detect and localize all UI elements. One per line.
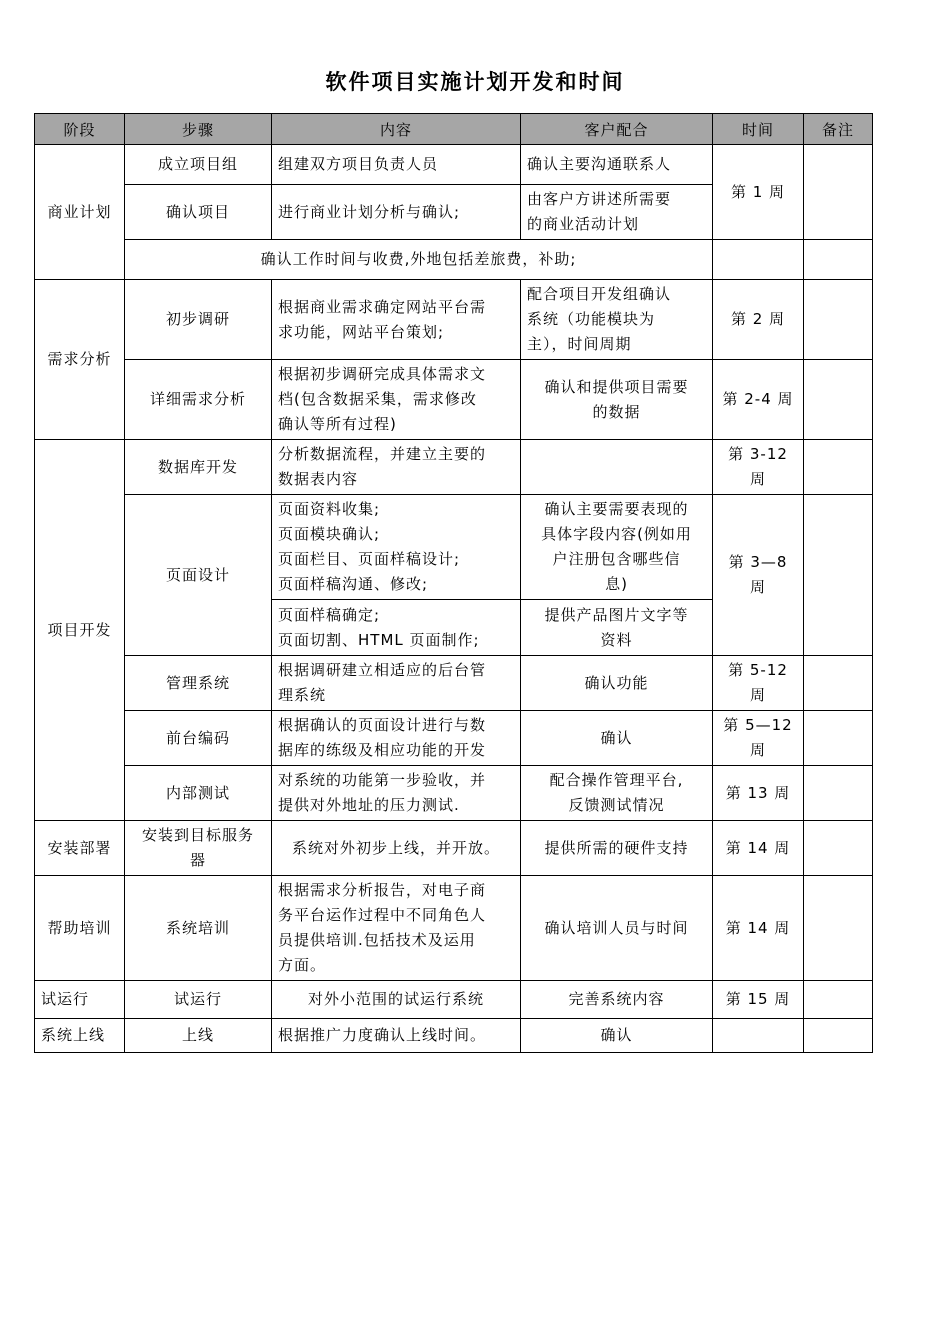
content-cell: 根据推广力度确认上线时间。: [272, 1019, 521, 1053]
table-row: [35, 495, 873, 600]
content-line: 员提供培训.包括技术及运用: [278, 931, 476, 949]
content-line: 根据需求分析报告，对电子商: [278, 881, 487, 899]
content-cell: [272, 766, 521, 821]
client-line: 确认和提供项目需要: [544, 377, 689, 396]
step-cell: 上线: [125, 1019, 272, 1053]
step-line: 安装到目标服务: [141, 826, 254, 844]
content-cell: 进行商业计划分析与确认;: [272, 185, 521, 240]
note-cell: [804, 145, 873, 240]
client-line: 户注册包含哪些信: [552, 550, 681, 568]
header-content: 内容: [272, 114, 521, 145]
content-line: 数据表内容: [278, 470, 359, 488]
stage-cell: 需求分析: [35, 280, 125, 440]
table-row: [35, 360, 873, 440]
header-stage: 阶段: [35, 114, 125, 145]
time-cell: 第 14 周: [713, 876, 804, 981]
content-line: 页面样稿确定;: [278, 605, 381, 624]
client-cell: [521, 766, 713, 821]
time-line: 第 5—12: [723, 716, 793, 734]
time-line: 周: [749, 470, 766, 488]
client-cell: 确认: [521, 1019, 713, 1053]
step-cell: 前台编码: [125, 711, 272, 766]
client-cell: 确认功能: [521, 656, 713, 711]
content-line: 页面资料收集;: [278, 500, 381, 518]
stage-cell: 试运行: [35, 981, 125, 1019]
header-time: 时间: [713, 114, 804, 145]
plan-table: [34, 113, 873, 1053]
step-cell: 数据库开发: [125, 440, 272, 495]
time-cell: 第 1 周: [713, 145, 804, 240]
time-cell: 第 13 周: [713, 766, 804, 821]
content-cell: [272, 280, 521, 360]
note-cell: [804, 981, 873, 1019]
content-line: 根据确认的页面设计进行与数: [278, 716, 487, 734]
stage-cell: 项目开发: [35, 440, 125, 821]
time-cell: [713, 495, 804, 656]
content-cell: 系统对外初步上线，并开放。: [272, 821, 521, 876]
time-line: 第 3-12: [728, 445, 788, 463]
client-cell: 确认主要沟通联系人: [521, 145, 713, 185]
note-cell: [804, 766, 873, 821]
time-cell: 第 2 周: [713, 280, 804, 360]
note-cell: [804, 240, 873, 280]
client-cell: [521, 185, 713, 240]
content-cell: 组建双方项目负责人员: [272, 145, 521, 185]
table-row: [35, 821, 873, 876]
table-row: [35, 981, 873, 1019]
step-cell: 系统培训: [125, 876, 272, 981]
table-row: [35, 656, 873, 711]
note-cell: [804, 495, 873, 656]
header-step: 步骤: [125, 114, 272, 145]
client-line: 具体字段内容(例如用: [541, 525, 692, 543]
table-row: [35, 280, 873, 360]
client-cell: 确认: [521, 711, 713, 766]
step-cell: 详细需求分析: [125, 360, 272, 440]
step-cell: 成立项目组: [125, 145, 272, 185]
time-line: 第 3—8: [728, 553, 788, 571]
content-line: 根据初步调研完成具体需求文: [278, 365, 487, 383]
note-cell: [804, 440, 873, 495]
client-cell: 确认培训人员与时间: [521, 876, 713, 981]
note-cell: [804, 360, 873, 440]
content-line: 页面切割、HTML 页面制作;: [278, 630, 480, 649]
content-line: 分析数据流程，并建立主要的: [278, 445, 487, 463]
time-cell: [713, 656, 804, 711]
step-line: 器: [189, 851, 206, 869]
content-line: 档(包含数据采集，需求修改: [278, 390, 477, 408]
content-line: 对系统的功能第一步验收，并: [278, 771, 487, 789]
note-cell: [804, 711, 873, 766]
content-cell: [272, 876, 521, 981]
time-cell: [713, 711, 804, 766]
time-line: 周: [749, 686, 766, 704]
time-cell: 第 14 周: [713, 821, 804, 876]
content-cell: [272, 360, 521, 440]
content-line: 根据商业需求确定网站平台需: [278, 297, 487, 316]
content-cell: [272, 495, 521, 600]
page-title: 软件项目实施计划开发和时间: [325, 70, 625, 94]
content-line: 理系统: [278, 686, 327, 704]
time-cell: [713, 440, 804, 495]
client-line: 系统（功能模块为: [527, 310, 656, 328]
client-line: 确认主要需要表现的: [544, 500, 689, 518]
client-cell: 提供所需的硬件支持: [521, 821, 713, 876]
client-line: 的商业活动计划: [527, 215, 640, 233]
step-cell: 管理系统: [125, 656, 272, 711]
client-line: 配合操作管理平台,: [549, 771, 684, 789]
client-cell: 完善系统内容: [521, 981, 713, 1019]
content-line: 页面模块确认;: [278, 525, 381, 543]
client-line: 配合项目开发组确认: [527, 285, 672, 303]
table-row: [35, 766, 873, 821]
stage-cell: 安装部署: [35, 821, 125, 876]
client-line: 反馈测试情况: [568, 796, 665, 814]
client-line: 息): [605, 575, 628, 593]
table-row: [35, 711, 873, 766]
note-cell: [804, 1019, 873, 1053]
table-row: [35, 440, 873, 495]
content-cell: 对外小范围的试运行系统: [272, 981, 521, 1019]
content-line: 求功能，网站平台策划;: [278, 322, 445, 341]
step-cell: 试运行: [125, 981, 272, 1019]
time-cell: [713, 240, 804, 280]
client-line: 资料: [600, 630, 633, 649]
content-line: 据库的练级及相应功能的开发: [278, 741, 487, 759]
content-cell: [272, 600, 521, 656]
client-cell: [521, 360, 713, 440]
client-line: 的数据: [592, 402, 641, 421]
step-cell: 页面设计: [125, 495, 272, 656]
table-row: [35, 145, 873, 185]
note-cell: [804, 821, 873, 876]
content-line: 页面栏目、页面样稿设计;: [278, 550, 461, 568]
table-row: [35, 240, 873, 280]
time-line: 周: [749, 578, 766, 596]
table-row: [35, 1019, 873, 1053]
client-cell: [521, 495, 713, 600]
content-line: 务平台运作过程中不同角色人: [278, 906, 487, 924]
step-cell: 内部测试: [125, 766, 272, 821]
content-cell: [272, 656, 521, 711]
time-cell: 第 15 周: [713, 981, 804, 1019]
time-cell: 第 2-4 周: [713, 360, 804, 440]
step-cell: 初步调研: [125, 280, 272, 360]
table-row: [35, 876, 873, 981]
step-cell: [125, 821, 272, 876]
stage-cell: 帮助培训: [35, 876, 125, 981]
client-cell: [521, 440, 713, 495]
content-line: 确认等所有过程): [278, 415, 397, 433]
step-cell: 确认项目: [125, 185, 272, 240]
content-line: 页面样稿沟通、修改;: [278, 575, 429, 593]
client-line: 由客户方讲述所需要: [527, 190, 672, 208]
client-cell: [521, 600, 713, 656]
header-client: 客户配合: [521, 114, 713, 145]
content-line: 根据调研建立相适应的后台管: [278, 661, 487, 679]
content-line: 方面。: [278, 956, 327, 974]
time-line: 周: [749, 741, 766, 759]
note-cell: [804, 280, 873, 360]
note-cell: [804, 656, 873, 711]
stage-cell: 商业计划: [35, 145, 125, 280]
client-line: 提供产品图片文字等: [544, 605, 689, 624]
client-cell: [521, 280, 713, 360]
content-line: 提供对外地址的压力测试.: [278, 796, 460, 814]
time-cell: [713, 1019, 804, 1053]
time-line: 第 5-12: [728, 661, 788, 679]
header-row: [35, 114, 873, 145]
stage-cell: 系统上线: [35, 1019, 125, 1053]
content-cell: [272, 711, 521, 766]
merged-note-cell: 确认工作时间与收费,外地包括差旅费，补助;: [125, 240, 713, 280]
note-cell: [804, 876, 873, 981]
client-line: 主），时间周期: [527, 335, 632, 353]
header-note: 备注: [804, 114, 873, 145]
content-cell: [272, 440, 521, 495]
